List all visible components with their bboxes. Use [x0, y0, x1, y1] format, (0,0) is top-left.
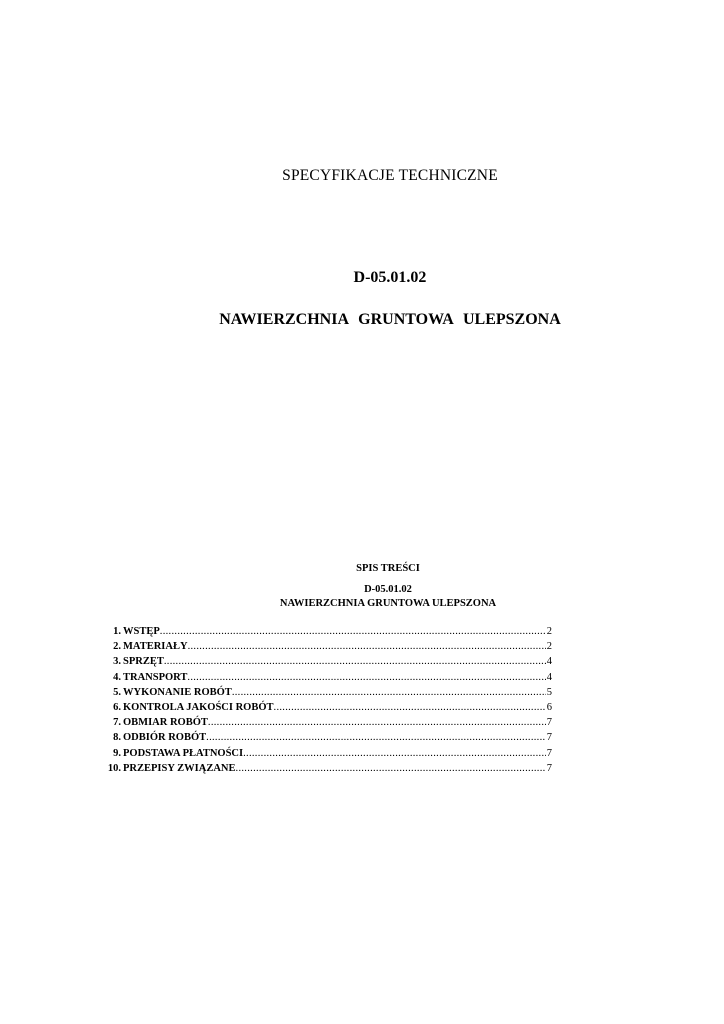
toc-entry-page: 2: [546, 626, 552, 637]
toc-entry[interactable]: [100, 639, 552, 654]
toc-entry[interactable]: [100, 761, 552, 776]
toc-entry-label: TRANSPORT: [123, 671, 188, 683]
toc-leader-dots: [164, 654, 546, 669]
toc-leader-dots: [160, 624, 546, 639]
toc-entry-page: 7: [546, 732, 552, 744]
toc-entry-page: 7: [546, 717, 552, 729]
toc-entry-label: WYKONANIE ROBÓT: [123, 686, 232, 698]
toc-leader-dots: [274, 700, 546, 715]
toc-entry-page: 7: [546, 762, 552, 774]
toc-entry[interactable]: [100, 715, 552, 730]
toc-entry-page: 5: [546, 686, 552, 698]
toc-entry-number: 10.: [107, 762, 121, 774]
toc-entry-label: OBMIAR ROBÓT: [123, 717, 208, 729]
toc-entry-label: SPRZĘT: [123, 656, 164, 668]
toc-leader-dots: [208, 715, 546, 730]
toc-entry-page: 4: [546, 671, 552, 683]
toc-entry-number: 5.: [113, 686, 121, 698]
toc-entry-page: 4: [546, 656, 552, 668]
toc-entry[interactable]: [100, 700, 552, 715]
toc-entry-page: 2: [546, 641, 552, 653]
toc-entry-page: 6: [546, 701, 552, 713]
toc-entry-label: MATERIAŁY: [123, 641, 188, 653]
toc-leader-dots: [188, 639, 546, 654]
document-title: SPECYFIKACJE TECHNICZNE: [282, 167, 498, 184]
toc-entry[interactable]: [100, 685, 552, 700]
toc-entry[interactable]: [100, 730, 552, 745]
toc-leader-dots: [206, 730, 546, 745]
toc-leader-dots: [236, 761, 546, 776]
toc-entry-number: 6.: [113, 701, 121, 713]
toc-entry-number: 9.: [113, 747, 121, 759]
toc-entry-number: 2.: [113, 641, 121, 653]
toc-code: D-05.01.02: [364, 584, 412, 595]
toc-entry-number: 8.: [113, 732, 121, 744]
toc-entry-number: 7.: [113, 717, 121, 729]
toc-entry-label: KONTROLA JAKOŚCI ROBÓT: [123, 701, 274, 713]
toc-subtitle: NAWIERZCHNIA GRUNTOWA ULEPSZONA: [279, 598, 497, 609]
table-of-contents: [100, 624, 552, 776]
toc-entry-label: ODBIÓR ROBÓT: [123, 732, 207, 744]
document-subtitle: NAWIERZCHNIA GRUNTOWA ULEPSZONA: [219, 311, 561, 328]
toc-entry-label: PRZEPISY ZWIĄZANE: [123, 762, 236, 774]
toc-entry[interactable]: [100, 746, 552, 761]
toc-entry[interactable]: [100, 670, 552, 685]
toc-leader-dots: [232, 685, 546, 700]
toc-leader-dots: [187, 670, 545, 685]
toc-entry[interactable]: [100, 654, 552, 669]
toc-entry-page: 7: [546, 747, 552, 759]
toc-entry-number: 1.: [113, 626, 121, 637]
toc-entry-label: PODSTAWA PŁATNOŚCI: [123, 747, 244, 759]
toc-entry[interactable]: [100, 624, 552, 639]
toc-entry-label: WSTĘP: [123, 626, 160, 637]
toc-leader-dots: [243, 746, 546, 761]
toc-entry-number: 3.: [113, 656, 121, 668]
document-code: D-05.01.02: [353, 269, 427, 286]
toc-heading: SPIS TREŚCI: [356, 563, 420, 574]
toc-entry-number: 4.: [113, 671, 121, 683]
